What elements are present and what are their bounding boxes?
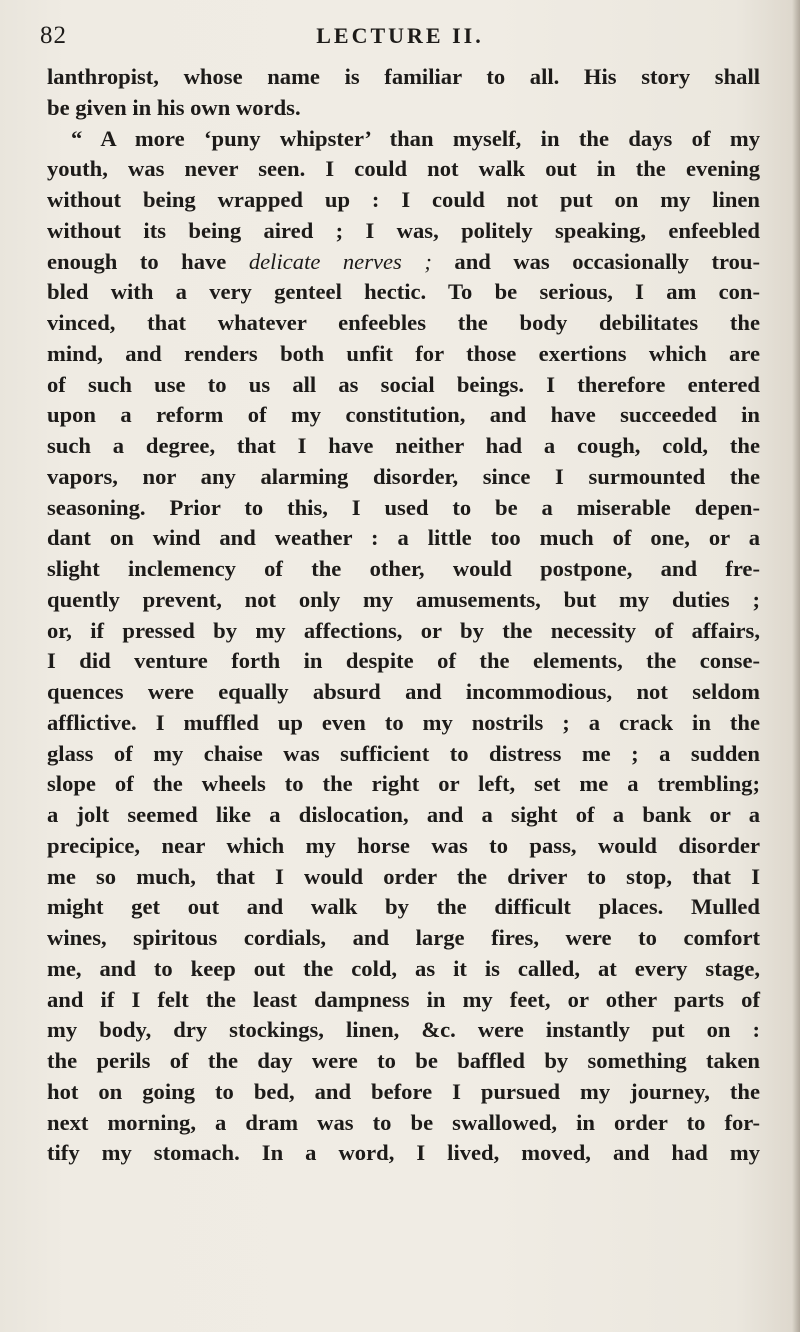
text-line: me so much, that I would order the driver to stop, that I xyxy=(47,863,760,889)
text-line: vinced, that whatever enfeebles the body debilitates the xyxy=(47,310,760,335)
text-line: might get out and walk by the difficult places. Mulled xyxy=(47,894,760,920)
text-line: lanthropist, whose name is familiar to all. His story shall xyxy=(47,64,760,89)
text-line: youth, was never seen. I could not walk out in the evening xyxy=(47,156,760,182)
text-line: wines, spiritous cordials, and large fires, were to comfort xyxy=(47,925,760,950)
page-header xyxy=(40,22,760,62)
text-line: and if I felt the least dampness in my feet, or other parts of xyxy=(47,986,760,1012)
text-line: hot on going to bed, and before I pursued my journey, the xyxy=(47,1078,760,1104)
text-line: of such use to us all as social beings. I therefore entered xyxy=(47,371,760,397)
text-line: quently prevent, not only my amusements, but my duties ; xyxy=(47,586,760,612)
text-line: a jolt seemed like a dislocation, and a sight of a bank or a xyxy=(47,802,760,827)
page-number: 82 xyxy=(40,22,67,49)
text-fragment: and was occasionally trou- xyxy=(454,248,760,274)
text-line: the perils of the day were to be baffled by something taken xyxy=(47,1048,760,1073)
text-line: precipice, near which my horse was to pass, would disorder xyxy=(47,832,760,858)
running-head: LECTURE II. xyxy=(316,23,484,48)
text-line: afflictive. I muffled up even to my nostrils ; a crack in the xyxy=(47,709,760,735)
text-fragment: enough to have xyxy=(47,248,227,274)
text-line: without being wrapped up : I could not put on my linen xyxy=(47,187,760,212)
text-line: tify my stomach. In a word, I lived, moved, and had my xyxy=(47,1140,760,1166)
text-line: be given in his own words. xyxy=(47,94,301,120)
text-line: without its being aired ; I was, politely speaking, enfeebled xyxy=(47,217,760,243)
text-line: dant on wind and weather : a little too much of one, or a xyxy=(47,525,760,551)
italic-phrase: delicate nerves ; xyxy=(248,248,432,274)
text-line: next morning, a dram was to be swallowed, in order to for- xyxy=(47,1109,760,1135)
page-edge-shadow xyxy=(792,0,800,1332)
text-line: I did venture forth in despite of the elements, the conse- xyxy=(47,648,760,674)
text-line: quences were equally absurd and incommodious, not seldom xyxy=(47,679,760,704)
text-line: “ A more ‘puny whipster’ than myself, in the days of my xyxy=(71,125,760,151)
text-line: or, if pressed by my affections, or by the necessity of affairs, xyxy=(47,617,760,643)
text-line: such a degree, that I have neither had a cough, cold, the xyxy=(47,433,760,458)
body-text xyxy=(47,62,760,1169)
text-line: mind, and renders both unfit for those exertions which are xyxy=(47,340,760,366)
text-line xyxy=(47,247,760,278)
text-line: vapors, nor any alarming disorder, since I surmounted the xyxy=(47,463,760,489)
text-line: my body, dry stockings, linen, &c. were instantly put on : xyxy=(47,1017,760,1043)
text-line: slight inclemency of the other, would postpone, and fre- xyxy=(47,556,760,581)
text-line: seasoning. Prior to this, I used to be a miserable depen- xyxy=(47,494,760,520)
text-line: me, and to keep out the cold, as it is called, at every stage, xyxy=(47,955,760,981)
text-line: upon a reform of my constitution, and have succeeded in xyxy=(47,402,760,428)
text-line: slope of the wheels to the right or left, set me a trembling; xyxy=(47,771,760,797)
text-line: bled with a very genteel hectic. To be serious, I am con- xyxy=(47,279,760,305)
text-line: glass of my chaise was sufficient to distress me ; a sudden xyxy=(47,740,760,766)
